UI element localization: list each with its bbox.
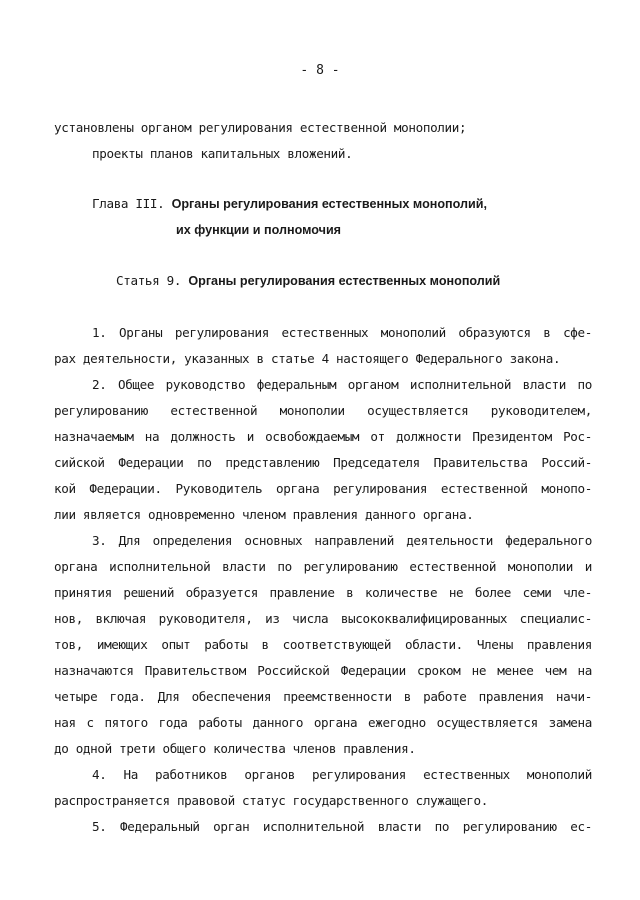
chapter-title-line-1: Органы регулирования естественных монополий, [171,197,488,211]
body-line: органа исполнительной власти по регулированию естественной монополии и [54,559,592,574]
body-line: назначаемым на должность и освобождаемым от должности Президентом Рос- [54,429,592,444]
article-title: Органы регулирования естественных монополий [188,274,501,288]
body-line: тов, имеющих опыт работы в соответствующей области. Члены правления [54,637,592,652]
body-line: 4. На работников органов регулирования естественных монополий [92,767,592,782]
body-line: ная с пятого года работы данного органа ежегодно осуществляется замена [54,715,592,730]
intro-line-1: установлены органом регулирования естественной монополии; [54,120,467,135]
intro-line-2: проекты планов капитальных вложений. [92,146,353,161]
body-line: четыре года. Для обеспечения преемственности в работе правления начи- [54,689,592,704]
body-line: 2. Общее руководство федеральным органом исполнительной власти по [92,377,592,392]
body-line: регулированию естественной монополии осуществляется руководителем, [54,403,592,418]
body-line: 1. Органы регулирования естественных монополий образуются в сфе- [92,325,592,340]
chapter-heading [92,196,487,212]
article-heading [116,273,500,289]
body-line: лии является одновременно членом правления данного органа. [54,507,474,522]
chapter-label: Глава III. [92,196,165,211]
body-line: сийской Федерации по представлению Председателя Правительства Россий- [54,455,592,470]
chapter-title-line-2: их функции и полномочия [176,223,342,237]
body-line: кой Федерации. Руководитель органа регулирования естественной монопо- [54,481,592,496]
page-number: - 8 - [300,63,340,78]
body-line: до одной трети общего количества членов правления. [54,741,416,756]
article-label: Статья 9. [116,273,182,288]
body-line: назначаются Правительством Российской Федерации сроком не менее чем на [54,663,592,678]
body-line: распространяется правовой статус государственного служащего. [54,793,488,808]
body-line: рах деятельности, указанных в статье 4 настоящего Федерального закона. [54,351,561,366]
body-line: принятия решений образуется правление в количестве не более семи чле- [54,585,592,600]
body-line: нов, включая руководителя, из числа высококвалифицированных специалис- [54,611,592,626]
body-line: 3. Для определения основных направлений деятельности федерального [92,533,592,548]
body-line: 5. Федеральный орган исполнительной власти по регулированию ес- [92,819,592,834]
